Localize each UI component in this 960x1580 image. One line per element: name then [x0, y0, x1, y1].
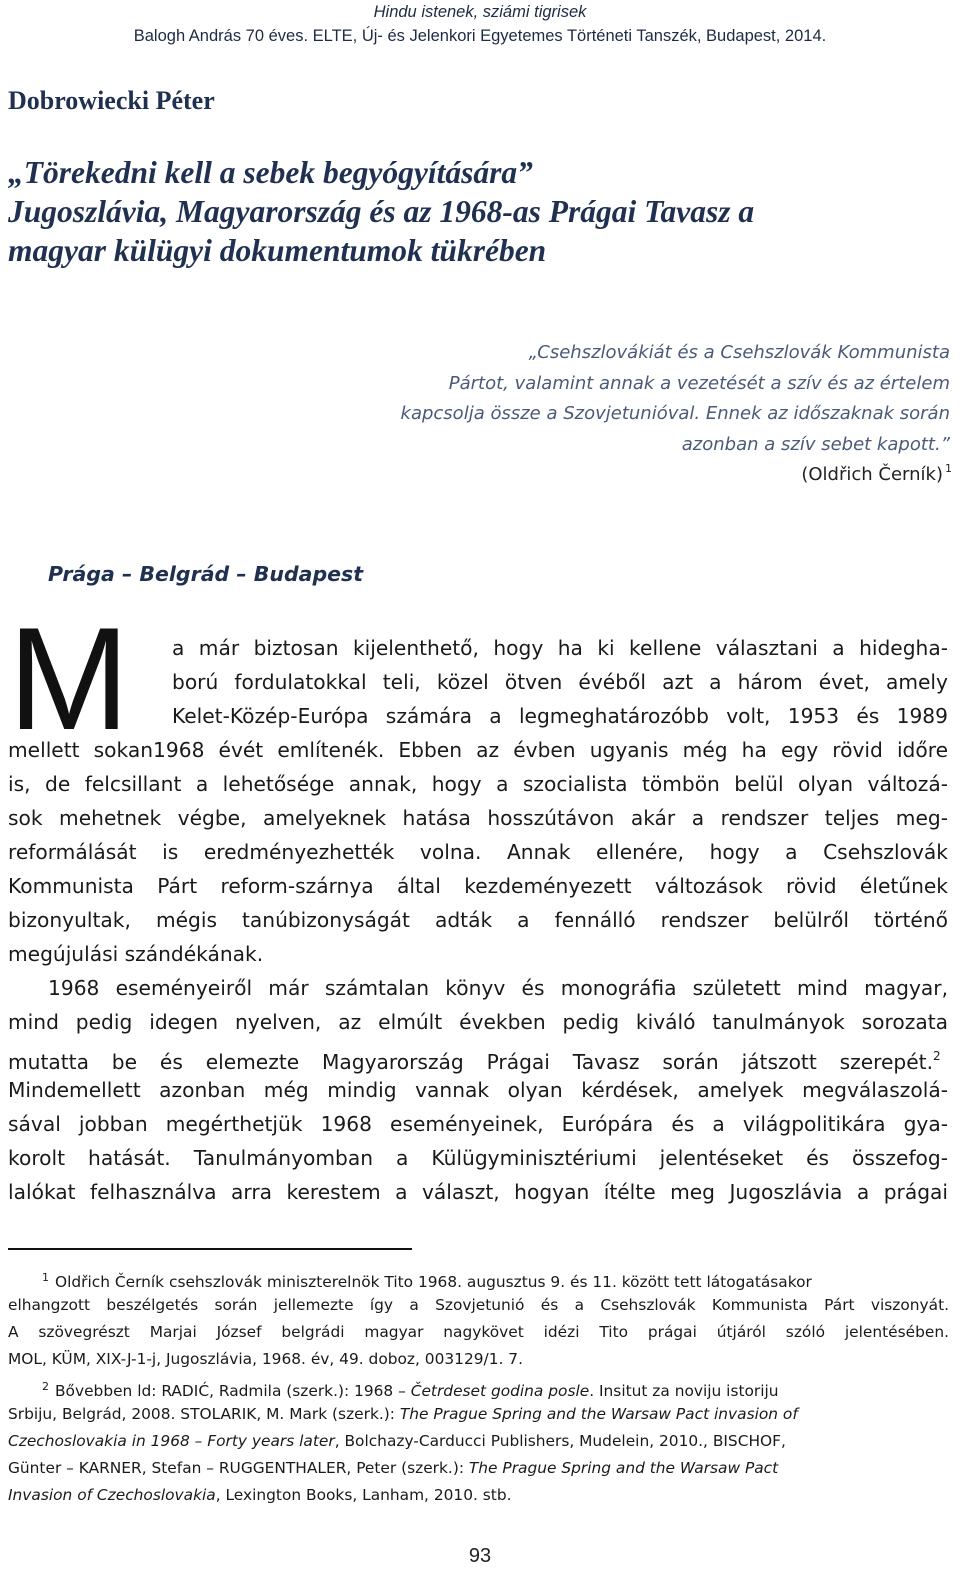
footnote-2-text: . Insitut za noviju istoriju — [589, 1382, 779, 1400]
body-line: ború fordulatokkal teli, közel ötven évéből azt a három évet, amely — [172, 670, 948, 694]
footnote-1-line: elhangzott beszélgetés során jellemezte így a Szovjetunió és a Csehszlovák Kommunista Párt viszonyát. — [8, 1296, 949, 1314]
header-series-title: Hindu istenek, sziámi tigrisek — [373, 3, 587, 21]
footnote-1-line — [8, 1268, 949, 1292]
section-heading: Prága – Belgrád – Budapest — [48, 562, 364, 586]
footnote-2-number: 2 — [42, 1380, 49, 1393]
body-line: mellett sokan1968 évét említenék. Ebben az évben ugyanis még ha egy rövid időre — [8, 738, 948, 762]
footnote-2-line — [8, 1404, 949, 1424]
footnote-2-italic: Czechoslovakia in 1968 – Forty years later — [8, 1432, 335, 1450]
epigraph-line-3: kapcsolja össze a Szovjetunióval. Ennek az időszaknak során — [400, 403, 950, 424]
running-header — [100, 0, 860, 48]
epigraph-line-1: „Csehszlovákiát és a Csehszlovák Kommunista — [528, 342, 950, 363]
body-line: sok mehetnek végbe, amelyeknek hatása hosszútávon akár a rendszer teljes meg- — [8, 806, 948, 830]
author-name: Dobrowiecki Péter — [8, 86, 215, 115]
footnote-ref-2: 2 — [933, 1049, 941, 1063]
body-line: reformálását is eredményezhették volna. Annak ellenére, hogy a Csehszlovák — [8, 840, 948, 864]
body-line: megújulási szándékának. — [8, 942, 264, 966]
body-line: korolt hatását. Tanulmányomban a Külügyminisztériumi jelentéseket és összefog- — [8, 1146, 948, 1170]
body-line: bizonyultak, mégis tanúbizonyságát adták a fennálló rendszer belülről történő — [8, 908, 948, 932]
footnote-1-line: A szövegrészt Marjai József belgrádi magyar nagykövet idézi Tito prágai útjáról szóló jelentésében. — [8, 1323, 949, 1341]
article-title — [8, 153, 952, 270]
epigraph-line-2: Pártot, valamint annak a vezetését a szív és az értelem — [448, 372, 950, 394]
header-publication: Balogh András 70 éves. ELTE, Új- és Jelenkori Egyetemes Történeti Tanszék, Budapest, 2014. — [133, 27, 827, 45]
page-number: 93 — [468, 1545, 492, 1567]
footnote-2-text: Günter – KARNER, Stefan – RUGGENTHALER, Peter (szerk.): — [8, 1459, 469, 1477]
title-line-1: „Törekedni kell a sebek begyógyítására” — [8, 155, 533, 190]
footnote-1-line: MOL, KÜM, XIX-J-1-j, Jugoszlávia, 1968. év, 49. doboz, 003129/1. 7. — [8, 1350, 523, 1368]
body-line-with-footnote — [8, 1044, 948, 1074]
footnote-ref-1: 1 — [945, 462, 952, 475]
title-line-2: Jugoszlávia, Magyarország és az 1968-as Prágai Tavasz a — [8, 194, 755, 229]
body-line: Mindemellett azonban még mindig vannak olyan kérdések, amelyek megválaszolá- — [8, 1078, 948, 1102]
footnote-2-text: , Lexington Books, Lanham, 2010. stb. — [215, 1486, 512, 1504]
body-line: lalókat felhasználva arra kerestem a választ, hogyan ítélte meg Jugoszlávia a prágai — [8, 1180, 948, 1204]
epigraph-line-4: azonban a szív sebet kapott.” — [681, 433, 950, 455]
epigraph-author: (Oldřich Černík) — [801, 464, 943, 485]
footnote-separator — [8, 1248, 412, 1250]
footnote-1-text: Oldřich Černík csehszlovák miniszterelnök Tito 1968. augusztus 9. és 11. között tett látogatásakor — [55, 1273, 812, 1291]
footnote-2-line — [8, 1431, 949, 1451]
body-line: sával jobban megérthetjük 1968 eseményeinek, Európára és a világpolitikára gya- — [8, 1112, 948, 1136]
footnote-2-line — [8, 1458, 949, 1478]
footnote-2-line — [8, 1485, 949, 1505]
body-line: Kelet-Közép-Európa számára a legmeghatározóbb volt, 1953 és 1989 — [172, 704, 948, 728]
footnote-2-text: Srbiju, Belgrád, 2008. STOLARIK, M. Mark (szerk.): — [8, 1405, 400, 1423]
footnote-2-italic: Invasion of Czechoslovakia — [8, 1486, 216, 1504]
footnote-2-line — [8, 1377, 949, 1401]
epigraph — [310, 338, 950, 460]
footnote-2-text: Bővebben ld: RADIĆ, Radmila (szerk.): 1968 – — [55, 1382, 411, 1400]
footnote-2-italic: The Prague Spring and the Warsaw Pact invasion of — [399, 1405, 798, 1423]
footnote-2-text: , Bolchazy-Carducci Publishers, Mudelein, 2010., BISCHOF, — [334, 1432, 786, 1450]
body-line: mind pedig idegen nyelven, az elmúlt években pedig kiváló tanulmányok sorozata — [8, 1010, 948, 1034]
body-line: is, de felcsillant a lehetősége annak, hogy a szocialista tömbön belül olyan változá- — [8, 772, 948, 796]
footnote-2-italic: Četrdeset godina posle — [410, 1382, 590, 1400]
footnote-1-number: 1 — [42, 1271, 49, 1284]
epigraph-attribution — [801, 462, 952, 485]
title-line-3: magyar külügyi dokumentumok tükrében — [8, 233, 547, 268]
body-line: 1968 eseményeiről már számtalan könyv és monográfia született mind magyar, — [48, 976, 948, 1000]
drop-cap: M — [8, 597, 128, 760]
body-line-text: mutatta be és elemezte Magyarország Prágai Tavasz során játszott szerepét. — [8, 1050, 933, 1074]
body-line: a már biztosan kijelenthető, hogy ha ki kellene választani a hidegha- — [172, 636, 948, 660]
body-line: Kommunista Párt reform-szárnya által kezdeményezett változások rövid életűnek — [8, 874, 948, 898]
footnote-2-italic: The Prague Spring and the Warsaw Pact — [468, 1459, 779, 1477]
